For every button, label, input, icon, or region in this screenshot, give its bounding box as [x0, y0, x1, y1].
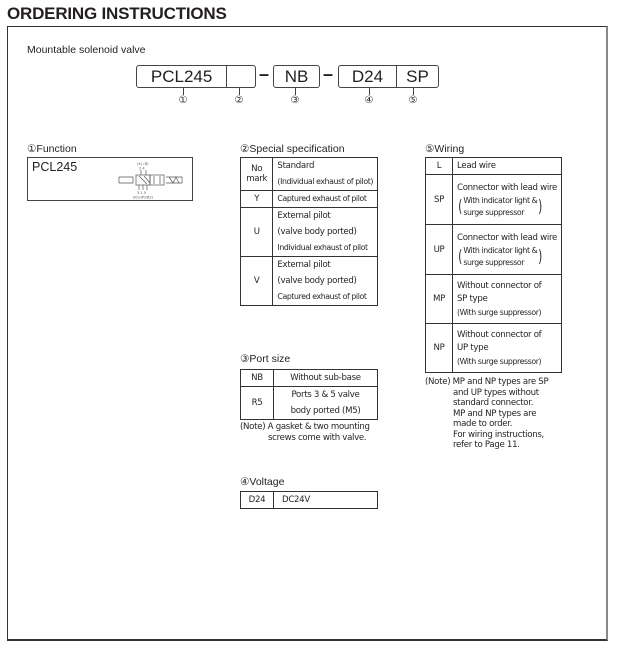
wiring-desc-line: SP type — [457, 293, 488, 304]
wiring-desc-line: With indicator light & — [463, 195, 538, 205]
wiring-note — [425, 377, 548, 451]
spec-desc — [273, 208, 378, 257]
wiring-desc-line: surge suppressor — [463, 207, 525, 217]
note-line: (Note) MP and NP types are SP — [425, 377, 549, 387]
spec-desc-line: External pilot — [277, 260, 331, 270]
spec-key: V — [241, 257, 273, 306]
voltage-title: ④Voltage — [240, 476, 285, 488]
code-special-spec — [226, 66, 255, 87]
marker-line — [239, 88, 240, 95]
wiring-desc-line: Without connector of — [457, 280, 542, 291]
code-voltage: D24 — [351, 67, 384, 86]
wiring-desc: Connector with lead wire ( With indicator light & surge suppressor ) — [453, 175, 562, 225]
code-model: PCL245 — [150, 67, 213, 86]
wiring-desc-line: (With surge suppressor) — [457, 356, 542, 366]
symbol-label-bottom2: (R1)(P)(R2) — [133, 195, 154, 199]
wiring-table — [425, 157, 562, 373]
table-row — [426, 324, 562, 373]
code-separator: – — [323, 64, 334, 84]
note-line: (Note) A gasket & two mounting — [240, 422, 370, 432]
spec-key-line: No — [251, 164, 263, 174]
special-spec-title: ②Special specification — [240, 143, 345, 155]
marker-2: ② — [234, 95, 244, 106]
spec-desc-line: Captured exhaust of pilot — [277, 292, 367, 301]
wiring-key: NP — [426, 324, 453, 373]
spec-desc-line: (Individual exhaust of pilot) — [277, 177, 373, 186]
note-line: For wiring instructions, — [453, 429, 544, 440]
voltage-key: D24 — [241, 492, 274, 509]
marker-4: ④ — [364, 95, 374, 106]
wiring-desc: Connector with lead wire ( With indicator light & surge suppressor ) — [453, 225, 562, 275]
code-box-model — [136, 65, 256, 88]
spec-desc — [273, 158, 378, 191]
marker-line — [295, 88, 296, 95]
note-line: made to order. — [453, 419, 513, 429]
marker-5: ⑤ — [408, 95, 418, 106]
wiring-desc: Lead wire — [453, 158, 562, 175]
spec-desc-line: Captured exhaust of pilot — [277, 194, 367, 203]
symbol-label-top2: 2 4 — [139, 166, 145, 171]
note-line: refer to Page 11. — [453, 440, 520, 450]
table-row — [426, 175, 562, 225]
marker-1: ① — [178, 95, 188, 106]
table-row — [241, 370, 378, 387]
marker-line — [369, 88, 370, 95]
spec-key: U — [241, 208, 273, 257]
spec-desc-line: External pilot — [277, 211, 331, 221]
marker-line — [413, 88, 414, 95]
solenoid-valve-symbol-icon — [116, 161, 190, 199]
wiring-title: ⑤Wiring — [425, 143, 465, 155]
table-row — [241, 387, 378, 420]
note-line: MP and NP types are — [453, 408, 537, 419]
spec-desc — [273, 191, 378, 208]
wiring-desc-line: With indicator light & — [463, 245, 538, 255]
code-port-size: NB — [284, 67, 309, 86]
spec-desc — [273, 257, 378, 306]
port-desc-line: body ported (M5) — [290, 406, 361, 416]
special-spec-table — [240, 157, 378, 306]
symbol-label-bottom: 3 1 5 — [137, 191, 147, 195]
symbol-label-top: (4) (B) — [137, 162, 149, 166]
table-row — [241, 158, 378, 191]
spec-key — [241, 158, 273, 191]
wiring-key: L — [426, 158, 453, 175]
wiring-key: UP — [426, 225, 453, 275]
spec-desc-line: (valve body ported) — [277, 276, 357, 286]
note-line: standard connector. — [453, 398, 534, 408]
code-separator: – — [259, 64, 270, 84]
spec-key-line: mark — [246, 174, 268, 184]
wiring-desc-line: Connector with lead wire — [457, 232, 557, 243]
port-key: NB — [241, 370, 274, 387]
table-row — [241, 257, 378, 306]
spec-desc-line: Standard — [277, 161, 315, 171]
note-line: screws come with valve. — [268, 432, 367, 443]
marker-line — [183, 88, 184, 95]
voltage-table — [240, 491, 378, 509]
code-box-port — [273, 65, 320, 88]
port-desc — [274, 387, 378, 420]
wiring-desc-line: Connector with lead wire — [457, 182, 557, 193]
port-desc-line: Without sub-base — [290, 373, 361, 383]
port-size-title: ③Port size — [240, 353, 291, 365]
spec-desc-line: Individual exhaust of pilot — [277, 243, 368, 252]
page-title: ORDERING INSTRUCTIONS — [7, 4, 227, 23]
function-box — [27, 157, 193, 201]
table-row — [241, 208, 378, 257]
code-box-voltage-wiring — [338, 65, 439, 88]
note-line: and UP types without — [453, 387, 539, 398]
spec-key: Y — [241, 191, 273, 208]
table-row — [241, 492, 378, 509]
wiring-desc-line: surge suppressor — [463, 257, 525, 267]
wiring-desc — [453, 324, 562, 373]
wiring-desc — [453, 275, 562, 324]
wiring-desc-line: Without connector of — [457, 329, 542, 340]
table-row — [426, 275, 562, 324]
table-row — [426, 158, 562, 175]
port-desc — [274, 370, 378, 387]
voltage-value: DC24V — [274, 492, 378, 509]
subtitle: Mountable solenoid valve — [27, 44, 146, 56]
port-key: R5 — [241, 387, 274, 420]
function-model: PCL245 — [32, 160, 78, 174]
spec-desc-line: (valve body ported) — [277, 227, 357, 237]
function-title: ①Function — [27, 143, 77, 155]
wiring-desc-line: (With surge suppressor) — [457, 307, 542, 317]
port-desc-line: Ports 3 & 5 valve — [291, 390, 360, 400]
code-wiring: SP — [396, 66, 438, 87]
wiring-key: MP — [426, 275, 453, 324]
port-size-table — [240, 369, 378, 420]
table-row — [426, 225, 562, 275]
wiring-desc-line: UP type — [457, 342, 489, 353]
marker-3: ③ — [290, 95, 300, 106]
table-row — [241, 191, 378, 208]
wiring-key: SP — [426, 175, 453, 225]
port-size-note — [240, 422, 370, 443]
